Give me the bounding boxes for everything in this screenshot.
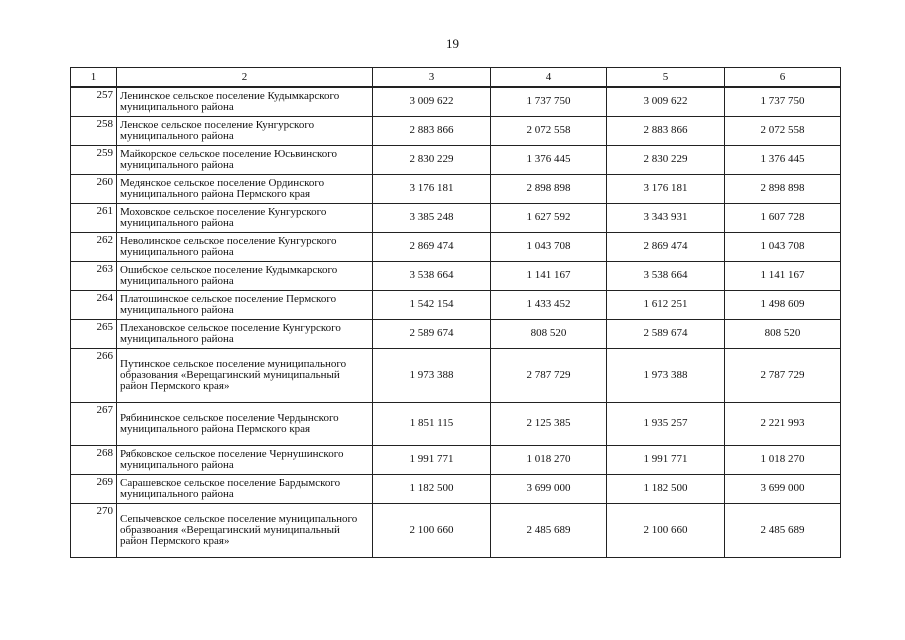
settlement-name: Моховское сельское поселение Кунгурского муниципального района bbox=[117, 203, 373, 232]
value-col-5: 3 538 664 bbox=[607, 261, 725, 290]
budget-table bbox=[70, 67, 841, 558]
settlement-name: Медянское сельское поселение Ординского муниципального района Пермского края bbox=[117, 174, 373, 203]
value-col-3: 3 538 664 bbox=[373, 261, 491, 290]
value-col-5: 1 973 388 bbox=[607, 348, 725, 402]
value-col-5: 2 100 660 bbox=[607, 503, 725, 557]
row-number: 257 bbox=[71, 87, 117, 116]
value-col-4: 808 520 bbox=[491, 319, 607, 348]
value-col-6: 1 737 750 bbox=[725, 87, 841, 116]
table-row bbox=[71, 174, 841, 203]
value-col-6: 1 498 609 bbox=[725, 290, 841, 319]
table-row bbox=[71, 261, 841, 290]
value-col-4: 2 898 898 bbox=[491, 174, 607, 203]
value-col-5: 3 176 181 bbox=[607, 174, 725, 203]
row-number: 267 bbox=[71, 402, 117, 445]
value-col-4: 2 072 558 bbox=[491, 116, 607, 145]
row-number: 260 bbox=[71, 174, 117, 203]
value-col-5: 1 935 257 bbox=[607, 402, 725, 445]
value-col-3: 1 851 115 bbox=[373, 402, 491, 445]
value-col-6: 2 787 729 bbox=[725, 348, 841, 402]
value-col-4: 3 699 000 bbox=[491, 474, 607, 503]
value-col-6: 1 141 167 bbox=[725, 261, 841, 290]
value-col-4: 1 737 750 bbox=[491, 87, 607, 116]
value-col-6: 808 520 bbox=[725, 319, 841, 348]
settlement-name: Сарашевское сельское поселение Бардымского муниципального района bbox=[117, 474, 373, 503]
table-row bbox=[71, 319, 841, 348]
value-col-4: 1 433 452 bbox=[491, 290, 607, 319]
table-row bbox=[71, 232, 841, 261]
table-body bbox=[71, 87, 841, 557]
table-row bbox=[71, 402, 841, 445]
value-col-6: 2 485 689 bbox=[725, 503, 841, 557]
value-col-4: 1 627 592 bbox=[491, 203, 607, 232]
value-col-5: 1 991 771 bbox=[607, 445, 725, 474]
row-number: 261 bbox=[71, 203, 117, 232]
table-row bbox=[71, 503, 841, 557]
value-col-3: 3 176 181 bbox=[373, 174, 491, 203]
value-col-4: 1 376 445 bbox=[491, 145, 607, 174]
row-number: 269 bbox=[71, 474, 117, 503]
settlement-name: Плехановское сельское поселение Кунгурского муниципального района bbox=[117, 319, 373, 348]
settlement-name: Ленинское сельское поселение Кудымкарского муниципального района bbox=[117, 87, 373, 116]
value-col-4: 2 787 729 bbox=[491, 348, 607, 402]
value-col-3: 2 830 229 bbox=[373, 145, 491, 174]
settlement-name: Ошибское сельское поселение Кудымкарского муниципального района bbox=[117, 261, 373, 290]
value-col-5: 1 612 251 bbox=[607, 290, 725, 319]
value-col-3: 2 589 674 bbox=[373, 319, 491, 348]
value-col-3: 2 869 474 bbox=[373, 232, 491, 261]
value-col-6: 2 072 558 bbox=[725, 116, 841, 145]
settlement-name: Ленское сельское поселение Кунгурского муниципального района bbox=[117, 116, 373, 145]
value-col-6: 2 898 898 bbox=[725, 174, 841, 203]
value-col-5: 2 830 229 bbox=[607, 145, 725, 174]
column-header: 2 bbox=[117, 68, 373, 88]
settlement-name: Платошинское сельское поселение Пермского муниципального района bbox=[117, 290, 373, 319]
row-number: 258 bbox=[71, 116, 117, 145]
value-col-5: 2 869 474 bbox=[607, 232, 725, 261]
row-number: 264 bbox=[71, 290, 117, 319]
settlement-name: Майкорское сельское поселение Юсьвинского муниципального района bbox=[117, 145, 373, 174]
value-col-4: 2 125 385 bbox=[491, 402, 607, 445]
value-col-3: 1 991 771 bbox=[373, 445, 491, 474]
settlement-name: Рябковское сельское поселение Чернушинского муниципального района bbox=[117, 445, 373, 474]
value-col-3: 3 009 622 bbox=[373, 87, 491, 116]
value-col-6: 3 699 000 bbox=[725, 474, 841, 503]
value-col-5: 2 589 674 bbox=[607, 319, 725, 348]
settlement-name: Рябининское сельское поселение Чердынского муниципального района Пермского края bbox=[117, 402, 373, 445]
value-col-6: 2 221 993 bbox=[725, 402, 841, 445]
row-number: 270 bbox=[71, 503, 117, 557]
table-row bbox=[71, 445, 841, 474]
value-col-4: 1 043 708 bbox=[491, 232, 607, 261]
row-number: 262 bbox=[71, 232, 117, 261]
row-number: 265 bbox=[71, 319, 117, 348]
table-row bbox=[71, 116, 841, 145]
value-col-6: 1 607 728 bbox=[725, 203, 841, 232]
table-row bbox=[71, 87, 841, 116]
value-col-3: 1 542 154 bbox=[373, 290, 491, 319]
page-number: 19 bbox=[446, 36, 459, 51]
value-col-3: 1 182 500 bbox=[373, 474, 491, 503]
column-header: 6 bbox=[725, 68, 841, 88]
table-row bbox=[71, 203, 841, 232]
row-number: 266 bbox=[71, 348, 117, 402]
value-col-6: 1 043 708 bbox=[725, 232, 841, 261]
column-header: 3 bbox=[373, 68, 491, 88]
table-row bbox=[71, 145, 841, 174]
row-number: 263 bbox=[71, 261, 117, 290]
table-row bbox=[71, 348, 841, 402]
value-col-3: 1 973 388 bbox=[373, 348, 491, 402]
table-row bbox=[71, 290, 841, 319]
row-number: 268 bbox=[71, 445, 117, 474]
settlement-name: Сепычевское сельское поселение муниципального образвоания «Верещагинский муниципальный район Пермского края» bbox=[117, 503, 373, 557]
value-col-3: 3 385 248 bbox=[373, 203, 491, 232]
column-header: 5 bbox=[607, 68, 725, 88]
value-col-6: 1 376 445 bbox=[725, 145, 841, 174]
column-header: 4 bbox=[491, 68, 607, 88]
value-col-4: 1 141 167 bbox=[491, 261, 607, 290]
value-col-3: 2 883 866 bbox=[373, 116, 491, 145]
settlement-name: Неволинское сельское поселение Кунгурского муниципального района bbox=[117, 232, 373, 261]
column-header: 1 bbox=[71, 68, 117, 88]
value-col-4: 1 018 270 bbox=[491, 445, 607, 474]
value-col-5: 1 182 500 bbox=[607, 474, 725, 503]
settlement-name: Путинское сельское поселение муниципального образования «Верещагинский муниципальный район Пермского края» bbox=[117, 348, 373, 402]
table-row bbox=[71, 474, 841, 503]
value-col-5: 3 343 931 bbox=[607, 203, 725, 232]
value-col-6: 1 018 270 bbox=[725, 445, 841, 474]
value-col-4: 2 485 689 bbox=[491, 503, 607, 557]
value-col-5: 2 883 866 bbox=[607, 116, 725, 145]
row-number: 259 bbox=[71, 145, 117, 174]
header-row bbox=[71, 68, 841, 88]
value-col-5: 3 009 622 bbox=[607, 87, 725, 116]
value-col-3: 2 100 660 bbox=[373, 503, 491, 557]
